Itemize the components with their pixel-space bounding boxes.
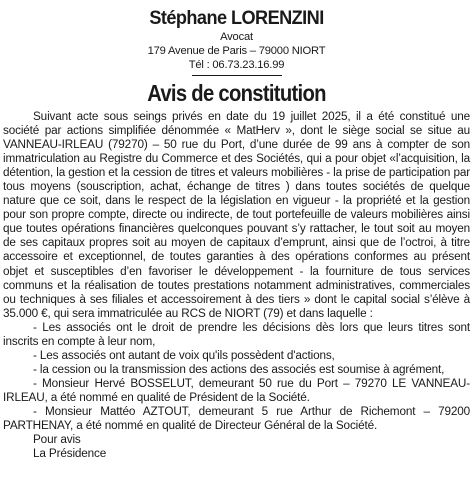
lawyer-address: 179 Avenue de Paris – 79000 NIORT	[147, 45, 326, 57]
notice-body	[3, 110, 470, 461]
notice-paragraph: Suivant acte sous seings privés en date du 19 juillet 2025, il a été constitué une société par actions simplifiée dénommée « MatHerv », dont le siège social se situe au VANNEAU-IRLEAU (79270) – 50 rue du Port, d’une durée de 99 ans à compter de son immatriculation au Registre du Commerce et des Sociétés, qui a pour objet «l’acquisition, la détention, la gestion et la cession de titres et valeurs mobilières - la prise de participation par tous moyens (souscription, achat, échange de titres ) dans toutes sociétés de quelque nature que ce soit, dans le respect de la législation en vigueur - la propriété et la gestion pour son propre compte, directe ou indirecte, de tout portefeuille de valeurs mobilières ainsi que toutes opérations financières quelconques pouvant s’y rattacher, le tout soit au moyen de ses capitaux propres soit au moyen de capitaux d’emprunt, ainsi que de l’octroi, à titre accessoire et exceptionnel, de toutes garanties à des opérations conformes au présent objet et susceptibles d’en favoriser le développement - la fourniture de tous services communs et la réalisation de toutes prestations notamment administratives, commerciales ou techniques à ses filiales et accessoirement à des tiers » dont le capital social s’élève à 35.000 €, qui sera immatriculée au RCS de NIORT (79) et dans laquelle :	[3, 110, 470, 320]
lawyer-role: Avocat	[220, 31, 253, 43]
list-item: - la cession ou la transmission des actions des associés est soumise à agrément,	[33, 362, 445, 376]
notice-header	[3, 6, 470, 108]
lawyer-name: Stéphane LORENZINI	[149, 7, 324, 29]
list-item: - Monsieur Hervé BOSSELUT, demeurant 50 rue du Port – 79270 LE VANNEAU-IRLEAU, a été nommé en qualité de Président de la Société.	[3, 376, 470, 404]
header-divider	[192, 75, 282, 76]
lawyer-details	[3, 30, 470, 72]
lawyer-phone: Tél : 06.73.23.16.99	[188, 59, 285, 71]
notice-title: Avis de constitution	[147, 80, 326, 106]
signature-text: La Présidence	[33, 447, 107, 461]
closing-text: Pour avis	[33, 433, 81, 447]
list-item: - Les associés ont autant de voix qu'ils possèdent d'actions,	[33, 348, 335, 362]
list-item: - Les associés ont le droit de prendre les décisions dès lors que leurs titres sont inscrits en compte à leur nom,	[3, 320, 470, 348]
list-item: - Monsieur Mattéo AZTOUT, demeurant 5 rue Arthur de Richemont – 79200 PARTHENAY, a été nommé en qualité de Directeur Général de la Société.	[3, 404, 470, 433]
